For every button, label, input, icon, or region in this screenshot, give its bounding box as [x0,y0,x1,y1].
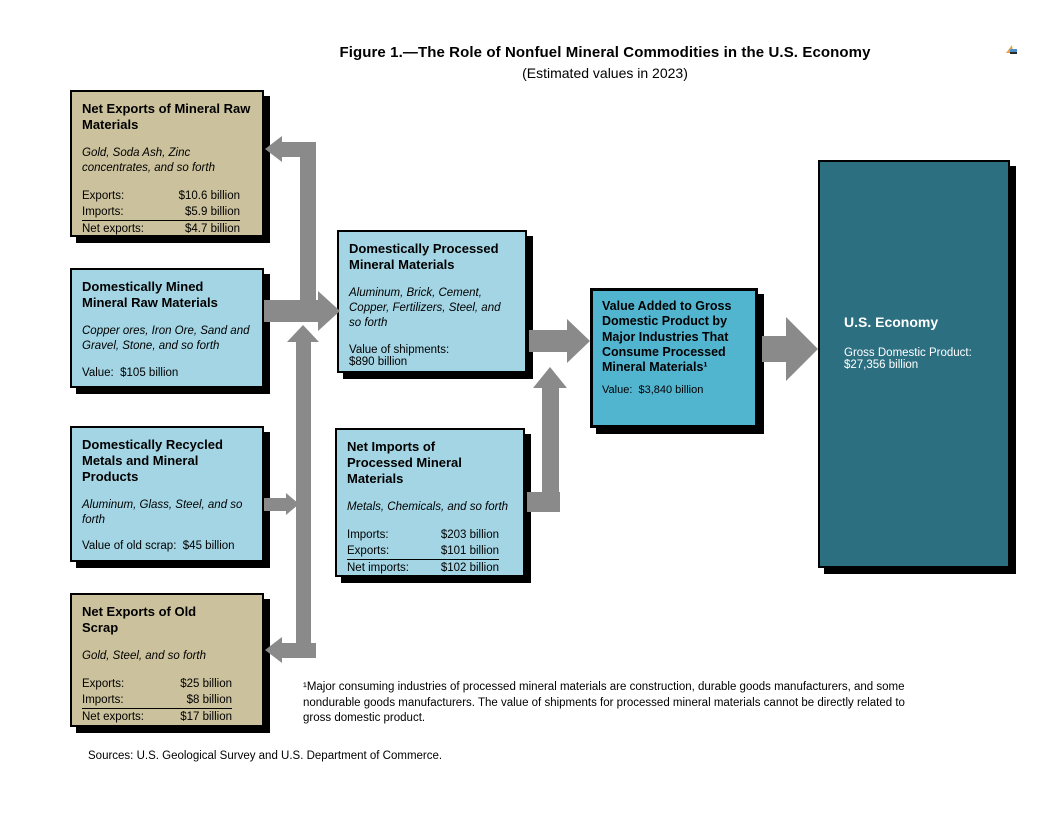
arrow-head-to-old-scrap [265,637,282,663]
box-value-amount: $890 billion [349,355,408,368]
annotation-icon [1004,42,1018,54]
box-examples: Metals, Chemicals, and so forth [347,500,509,513]
arrow-bar-vertical-up [300,142,316,318]
box-value: Value of old scrap: $45 billion [82,540,235,553]
arrow-head-to-value-added [567,319,590,363]
box-domestically-mined [70,268,264,388]
stat-value: $17 billion [180,710,232,723]
box-examples: Aluminum, Brick, Cement, Copper, Fertilizers, Steel, and so forth [349,286,501,329]
arrow-head-recycled [286,493,299,515]
stat-value: $203 billion [440,528,499,541]
box-domestically-processed [337,230,527,373]
footnote: ¹Major consuming industries of processed mineral materials are construction, durable goods manufacturers, and some nondurable goods manufacturers. The value of shipments for processed mineral materials cannot be directly related to gross domestic product. [303,681,905,725]
stat-value: $10.6 billion [178,189,240,202]
box-net-exports-raw-materials [70,90,264,237]
box-net-imports-processed [335,428,525,577]
stat-row [82,188,240,204]
box-examples: Gold, Soda Ash, Zinc concentrates, and so forth [82,146,215,174]
box-stats [82,188,240,237]
arrow-bar-recycled [264,498,288,511]
box-examples: Copper ores, Iron Ore, Sand and Gravel, Stone, and so forth [82,324,250,352]
stat-row [347,527,499,543]
gdp-value: $27,356 billion [844,359,919,372]
stat-label: Exports: [82,189,125,202]
figure-title: Figure 1.—The Role of Nonfuel Mineral Commodities in the U.S. Economy [339,44,871,61]
stat-label: Exports: [82,677,125,690]
stat-value: $4.7 billion [185,222,240,235]
stat-label: Net exports: [82,222,144,235]
arrow-bar-to-us-economy [762,336,788,362]
box-examples: Gold, Steel, and so forth [82,649,207,662]
gdp-label: Gross Domestic Product: [844,347,972,360]
stat-row [82,676,232,692]
box-title: U.S. Economy [844,314,939,330]
stat-label: Exports: [347,544,390,557]
stat-value: $8 billion [186,693,232,706]
arrow-bar-imports-vertical [542,388,559,512]
box-title: Domestically Recycled Metals and Mineral Products [82,437,223,484]
box-value: Value: $3,840 billion [602,384,704,397]
stat-value: $5.9 billion [185,205,240,218]
arrow-bar-bottom-hook [280,643,316,658]
arrow-head-to-us-economy [786,317,818,381]
box-title: Domestically Processed Mineral Materials [349,241,499,272]
arrow-head-up-recycled [287,325,319,342]
box-net-exports-old-scrap [70,593,264,727]
box-title: Net Imports of Processed Mineral Materials [347,439,462,486]
box-us-economy [818,160,1010,568]
stat-value: $101 billion [440,544,499,557]
box-value-added-gdp [590,288,758,428]
box-examples: Aluminum, Glass, Steel, and so forth [82,498,243,526]
arrow-bar-mined-to-processed [264,300,320,322]
arrow-head-to-processed [318,291,340,331]
arrow-bar-processed-to-value-added [529,330,569,352]
stat-row [82,709,232,725]
box-value: Value: $105 billion [82,366,179,379]
box-title: Net Exports of Old Scrap [82,604,197,635]
stat-value: $102 billion [440,561,499,574]
box-value-label: Value of shipments: [349,343,450,356]
stat-row [82,692,232,709]
stat-label: Imports: [82,693,124,706]
stat-row [82,204,240,221]
stat-label: Net exports: [82,710,144,723]
box-title: Net Exports of Mineral Raw Materials [82,101,251,132]
stat-label: Imports: [82,205,124,218]
box-title: Domestically Mined Mineral Raw Materials [82,279,218,310]
stat-value: $25 billion [180,677,232,690]
figure-subtitle: (Estimated values in 2023) [522,65,688,81]
stat-label: Net imports: [347,561,409,574]
box-title: Value Added to Gross Domestic Product by Major Industries That Consume Processed Mineral Materials¹ [602,299,732,374]
sources-line: Sources: U.S. Geological Survey and U.S. Department of Commerce. [88,750,443,762]
box-domestically-recycled [70,426,264,562]
stat-row [347,560,499,576]
box-stats [82,676,232,725]
box-stats [347,527,499,576]
arrow-head-up-imports [533,367,567,388]
stat-row [347,543,499,560]
stat-row [82,221,240,237]
stat-label: Imports: [347,528,389,541]
